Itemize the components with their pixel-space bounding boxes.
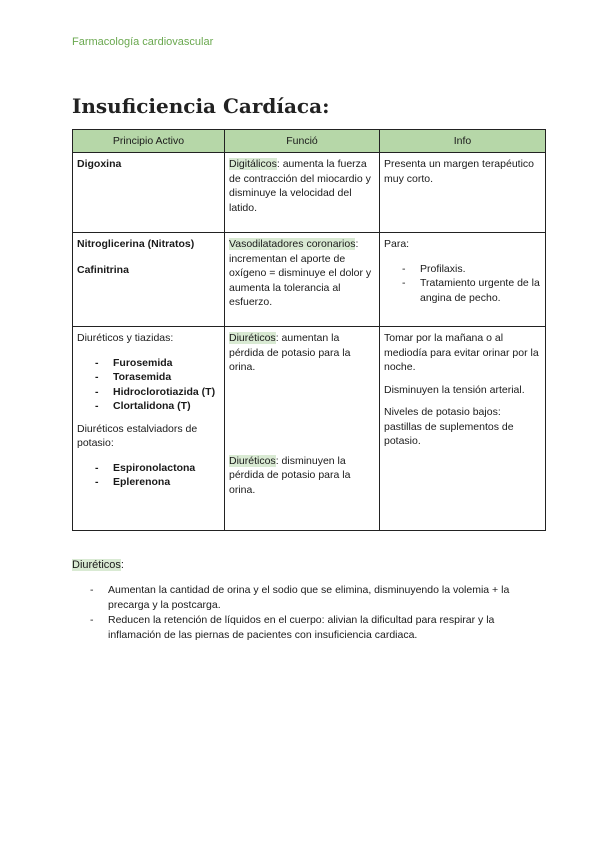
drug-name: Cafinitrina (77, 263, 129, 276)
function-cell (225, 233, 380, 327)
info-paragraph: Disminuyen la tensión arterial. (384, 383, 525, 396)
drug-class-highlight: Digitálicos (229, 158, 277, 170)
drug-list (77, 356, 220, 414)
section-title-highlight: Diuréticos (72, 559, 121, 571)
list-item: - Tratamiento urgente de la angina de pecho. (384, 276, 541, 305)
list-item: - Aumentan la cantidad de orina y el sodio que se elimina, disminuyendo la volemia + la precarga y la postcarga. (88, 583, 528, 612)
function-text: : disminuyen la pérdida de potasio para la orina. (229, 454, 351, 496)
function-text: : incrementan el aporte de oxígeno = disminuye el dolor y aumenta la tolerancia al esfuerzo. (229, 238, 372, 308)
document-header: Farmacología cardiovascular (72, 36, 214, 48)
info-paragraph: Niveles de potasio bajos: pastillas de suplementos de potasio. (384, 406, 514, 447)
drug-class-highlight: Diuréticos (229, 332, 276, 344)
function-text: : aumentan la pérdida de potasio para la orina. (229, 332, 351, 373)
table-row (73, 327, 546, 531)
list-item: - Hidroclorotiazida (T) (77, 385, 220, 400)
info-cell (380, 153, 546, 233)
section-title-suffix: : (120, 559, 124, 571)
list-item: - Eplerenona (77, 475, 220, 490)
table-row (73, 233, 546, 327)
drug-cell (73, 233, 225, 327)
header-funcio: Funció (225, 130, 380, 153)
function-cell (225, 327, 380, 531)
list-item: - Reducen la retención de líquidos en el cuerpo: alivian la dificultad para respirar y la inflamación de las piernas de pacientes con insuficiencia cardiaca. (88, 613, 528, 642)
section-list (88, 583, 528, 643)
table-row (73, 153, 546, 233)
info-paragraph: Tomar por la mañana o al mediodía para evitar orinar por la noche. (384, 332, 539, 373)
drug-name: Digoxina (77, 158, 122, 170)
drug-class-highlight: Diuréticos (229, 454, 276, 467)
header-info: Info (380, 130, 546, 153)
section-heading (72, 559, 124, 571)
info-intro: Para: (384, 238, 410, 250)
drug-cell (73, 327, 225, 531)
drug-class-highlight: Vasodilatadores coronarios (229, 238, 356, 250)
list-item: - Clortalidona (T) (77, 399, 220, 414)
group-label: Diuréticos estalviadors de potasio: (77, 422, 198, 449)
drug-name: Nitroglicerina (Nitratos) (77, 238, 195, 250)
function-paragraph (229, 331, 375, 375)
list-item: - Espironolactona (77, 461, 220, 476)
function-text: : aumenta la fuerza de contracción del miocardio y disminuye la velocidad del latido. (229, 158, 371, 214)
list-item: - Torasemida (77, 370, 220, 385)
list-item: - Profilaxis. (384, 262, 541, 277)
info-list (384, 262, 541, 306)
function-cell (225, 153, 380, 233)
list-item: - Furosemida (77, 356, 220, 371)
info-cell (380, 233, 546, 327)
page-title: Insuficiencia Cardíaca: (72, 94, 330, 118)
function-paragraph (229, 454, 375, 498)
drug-cell (73, 153, 225, 233)
table-header-row (73, 130, 546, 153)
header-principio-activo: Principio Activo (73, 130, 225, 153)
info-text: Presenta un margen terapéutico muy corto. (384, 158, 535, 185)
drug-list (77, 461, 220, 490)
info-cell (380, 327, 546, 531)
drug-table (72, 129, 546, 531)
group-label: Diuréticos y tiazidas: (77, 332, 174, 344)
